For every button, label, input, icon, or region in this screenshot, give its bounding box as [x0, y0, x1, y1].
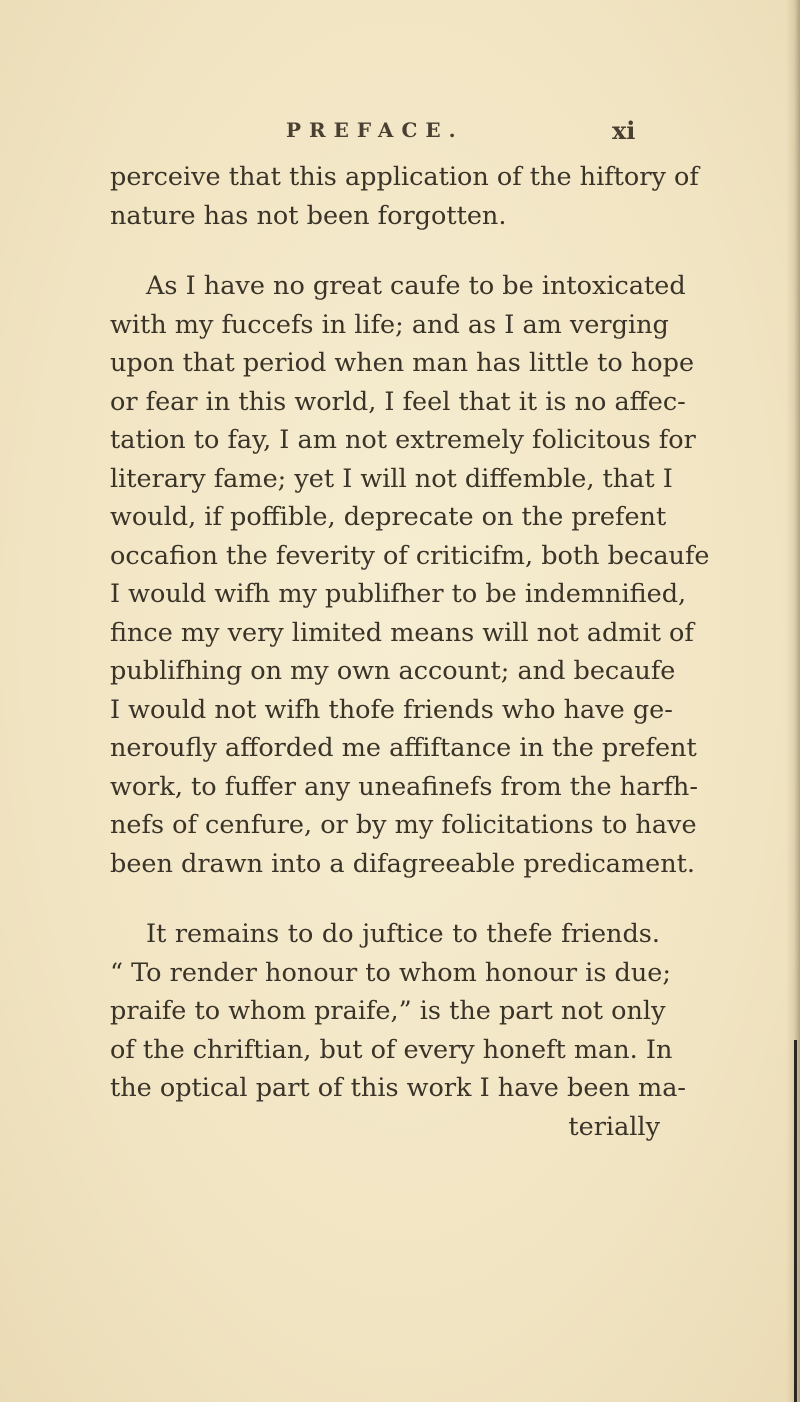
text-line: literary fame; yet I will not diffemble, that I: [110, 463, 673, 494]
page-edge-line: [794, 1040, 797, 1402]
text-line: I would wifh my publifher to be indemnified,: [110, 579, 687, 609]
text-line: publifhing on my own account; and becaufe: [110, 656, 676, 686]
text-line: with my fuccefs in life; and as I am verging: [110, 309, 669, 340]
page-number: xi: [612, 116, 636, 145]
page-edge-shadow: [786, 0, 800, 1402]
text-line: would, if poffible, deprecate on the prefent: [110, 502, 667, 532]
text-line: “ To render honour to whom honour is due;: [110, 957, 671, 988]
body-text: [110, 158, 710, 1146]
text-line: neroufly afforded me affiftance in the prefent: [110, 733, 697, 763]
text-line: fince my very limited means will not admit of: [110, 617, 694, 648]
paragraph: [110, 267, 710, 883]
text-line: upon that period when man has little to hope: [110, 348, 695, 378]
text-line: perceive that this application of the hiftory of: [110, 162, 699, 192]
page-header: [0, 118, 800, 158]
text-line: praife to whom praife,” is the part not only: [110, 996, 666, 1026]
text-line: of the chriftian, but of every honeft man. In: [110, 1034, 673, 1065]
text-line: It remains to do juftice to thefe friends.: [146, 919, 660, 949]
text-line: the optical part of this work I have been ma-: [110, 1073, 687, 1103]
running-head: PREFACE.: [286, 118, 464, 142]
text-line: nature has not been forgotten.: [110, 200, 507, 231]
text-line: As I have no great caufe to be intoxicated: [146, 271, 686, 301]
paragraph: [110, 915, 687, 1146]
text-line: I would not wifh thofe friends who have ge-: [110, 694, 673, 725]
text-line: been drawn into a difagreeable predicament.: [110, 848, 696, 879]
text-line: work, to fuffer any uneafinefs from the harfh-: [110, 771, 698, 802]
text-line: nefs of cenfure, or by my folicitations to have: [110, 810, 697, 840]
paragraph: [110, 158, 699, 235]
text-line: occafion the feverity of criticifm, both becaufe: [110, 540, 710, 571]
catchword: terially: [568, 1111, 660, 1142]
text-line: tation to fay, I am not extremely folicitous for: [110, 425, 696, 455]
text-line: or fear in this world, I feel that it is no affec-: [110, 386, 686, 417]
